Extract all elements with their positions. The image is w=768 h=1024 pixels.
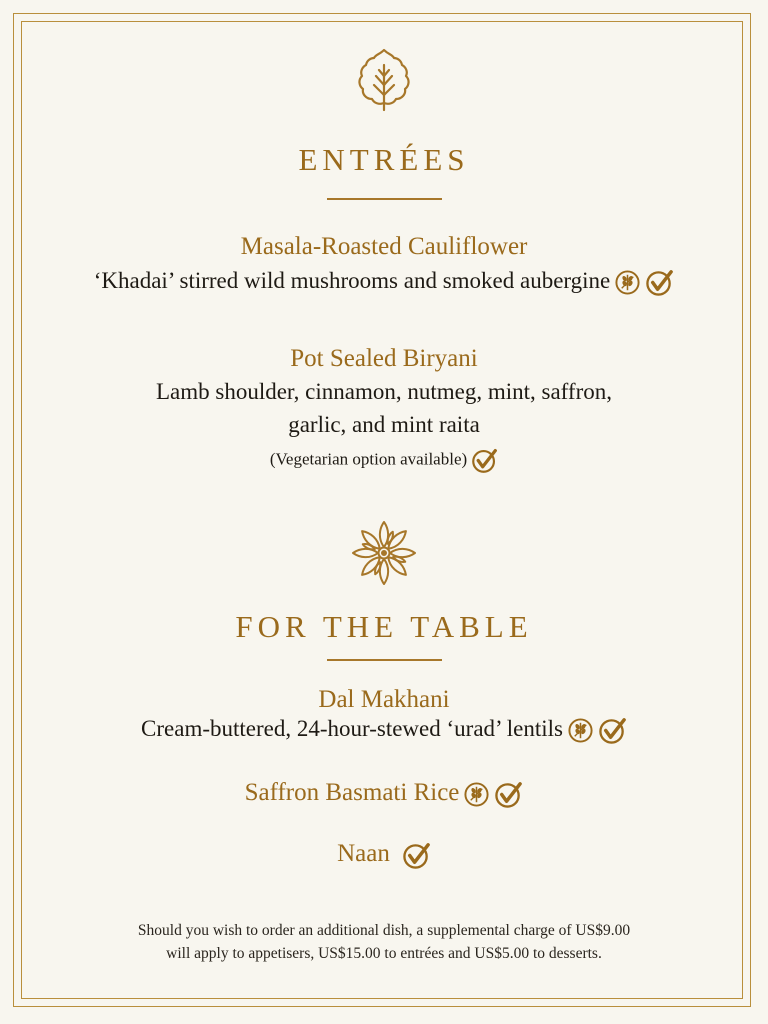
section-divider bbox=[327, 659, 442, 661]
wheat-icon bbox=[567, 717, 594, 744]
footer-note-line: Should you wish to order an additional dish, a supplemental charge of US$9.00 bbox=[137, 922, 631, 939]
check-icon bbox=[494, 780, 523, 809]
leaf-icon bbox=[354, 47, 414, 118]
dish-name: Pot Sealed Biryani bbox=[290, 345, 478, 372]
dish-description-line: garlic, and mint raita bbox=[288, 412, 480, 437]
dish-description-text: ‘Khadai’ stirred wild mushrooms and smoked aubergine bbox=[93, 268, 611, 293]
dish-description bbox=[0, 268, 768, 297]
dish-note bbox=[0, 447, 768, 474]
section-title-entrees: ENTRÉES bbox=[298, 142, 470, 177]
dish-note-text: (Vegetarian option available) bbox=[269, 449, 468, 469]
wheat-icon bbox=[463, 781, 490, 808]
footer-note-line: will apply to appetisers, US$15.00 to entrées and US$5.00 to desserts. bbox=[166, 945, 602, 962]
dish-name: Masala-Roasted Cauliflower bbox=[240, 233, 528, 260]
section-divider bbox=[327, 198, 442, 200]
check-icon bbox=[471, 447, 498, 474]
flower-icon bbox=[350, 519, 418, 592]
dish-name-text: Saffron Basmati Rice bbox=[244, 779, 460, 806]
check-icon bbox=[645, 268, 674, 297]
dish-name-text: Naan bbox=[337, 840, 390, 867]
check-icon bbox=[402, 841, 431, 870]
check-icon bbox=[598, 716, 627, 745]
dish-description-line: Lamb shoulder, cinnamon, nutmeg, mint, saffron, bbox=[155, 379, 612, 404]
dish-description-text: Cream-buttered, 24-hour-stewed ‘urad’ lentils bbox=[141, 716, 563, 741]
dish-name: Dal Makhani bbox=[318, 686, 450, 713]
wheat-icon bbox=[614, 269, 641, 296]
dish-name bbox=[0, 840, 768, 870]
dish-description bbox=[0, 716, 768, 745]
section-title-for-the-table: FOR THE TABLE bbox=[235, 609, 533, 644]
dish-name bbox=[0, 779, 768, 809]
